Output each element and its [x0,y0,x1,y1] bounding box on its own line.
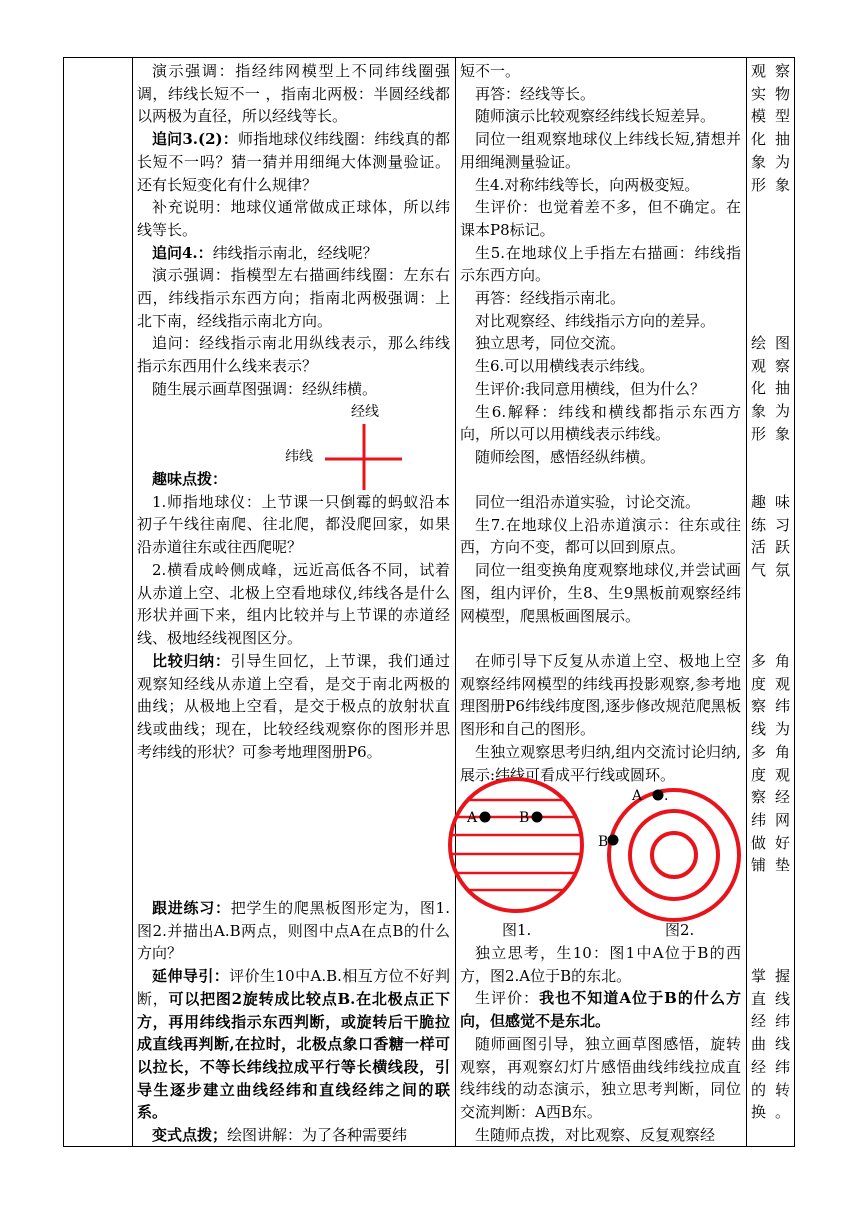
teacher-para-3: 补充说明：地球仪通常做成正球体，所以纬线等长。 [137,198,450,239]
student-para-2: 再答：经线等长。 [475,84,596,103]
teacher-activity-4 [137,897,450,1147]
teacher-para-6: 追问：经线指示南北用纵线表示，那么纬线指示东西用什么线来表示？ [137,334,450,376]
cross-sketch [270,398,470,478]
student-para-4: 同位一组观察地球仪上纬线长短,猜想并用细绳测量验证。 [460,130,741,171]
column-divider-3 [746,57,747,1147]
teacher-para-4: 追问4.：纬线指示南北，经线呢？ [152,243,378,262]
student2-para-3: 同位一组变换角度观察地球仪,并尝试画图，组内评价，生8、生9黑板前观察经纬网模型，爬黑板画图展示。 [460,561,741,625]
figure-2 [598,780,758,940]
teacher2-para-3: 2.横看成岭侧成峰，远近高低各不同，试着从赤道上空、北极上空看地球仪,纬线各是什么形状并画下来，组内比较并与上节课的赤道经线、极地经线视图区分。 [137,560,450,647]
teacher4-para-1: 跟进练习：把学生的爬黑板图形定为，图1.图2.并描出A.B两点，则图中点A在点B的什么方向？ [137,899,450,963]
teacher-para-2: 追问3.(2)：师指地球仪纬线圈：纬线真的都长短不一吗？猜一猜并用细绳大体测量验证。还有长短变化有什么规律？ [137,130,450,194]
student4-para-3: 随师画图引导，独立画草图感悟，旋转观察，再观察幻灯片感悟曲线纬线拉成直线纬线的动态演示，独立思考判断，同位交流判断：A西B东。 [460,1034,741,1121]
fig2-caption: 图2. [665,921,695,939]
student-activity-2 [460,491,741,627]
student3-para-1: 在师引导下反复从赤道上空、极地上空观察经纬网模型的纬线再投影观察,参考地理图册P6纬线纬度图,逐步修改规范爬黑板图形和自己的图形。 [460,652,741,739]
student4-para-4: 生随师点拨，对比观察、反复观察经 [475,1125,716,1144]
fig1-point-b [532,812,543,823]
table-border-top [63,57,795,58]
student-activity-1 [460,60,741,469]
student-para-13: 生6.解释：纬线和横线都指示东西方向，所以可以用横线表示纬线。 [460,402,741,444]
teacher-activity-2 [137,468,450,650]
student-activity-4 [460,942,741,1146]
design-note-4: 多角度观察纬线为多角度观察经纬网做好铺垫 [750,652,799,875]
design-note-5: 掌握直线经纬曲线经纬的转换。 [750,967,799,1122]
design-note-2: 绘图观察化抽象为形象 [750,334,799,443]
student-para-11: 生6.可以用横线表示纬线。 [475,357,655,376]
fig1-point-a [480,812,491,823]
student-para-12: 生评价:我同意用横线，但为什么？ [475,379,706,398]
teacher2-para-1: 趣味点拨： [152,470,228,488]
fig1-label-a: A [467,810,478,826]
table-border-left [63,57,64,1147]
teacher2-para-2: 1.师指地球仪：上节课一只倒霉的蚂蚁沿本初子午线往南爬、往北爬，都没爬回家，如果沿赤道往东或往西爬呢？ [137,492,450,557]
student-para-9: 对比观察经、纬线指示方向的差异。 [475,311,716,330]
figure-1 [441,770,601,930]
student-para-14: 随师绘图，感悟经纵纬横。 [475,447,656,466]
fig2-point-a [653,790,664,801]
student2-para-1: 同位一组沿赤道实验，讨论交流。 [475,493,701,511]
fig2-dot: . [664,788,669,804]
design-note-1: 观察实物模型化抽象为形象 [750,62,799,194]
teacher-activity-3 [137,650,450,764]
student-para-1: 短不一。 [460,62,521,80]
fig2-inner-circle [652,833,696,877]
student3-para-2: 生独立观察思考归纳,组内交流讨论归纳,展示:纬线可看成平行线或圆环。 [460,742,741,784]
student-para-3: 随师演示比较观察经纬线长短差异。 [475,107,716,126]
teacher-para-1: 演示强调：指经纬网模型上不同纬线圈强调，纬线长短不一 ，指南北两极：半圆经线都以两极为直径，所以经线等长。 [137,62,450,126]
fig1-label-b: B [519,810,530,826]
column-divider-1 [132,57,133,1147]
student-activity-3 [460,650,741,786]
teacher4-para-2: 延伸导引：评价生10中A.B.相互方位不好判断，可以把图2旋转成比较点B.在北极点正下方，再用纬线指示东西判断，或旋转后干脆拉成直线再判断,在拉时，北极点象口香糖一样可以拉长，不等长纬线拉成平行等长横线段，引导生逐步建立曲线经纬和直线经纬之间的联系。 [137,967,450,1122]
column-divider-2 [455,57,456,1147]
student-para-8: 再答：经线指示南北。 [475,289,626,308]
teacher3-para-1: 比较归纳：引导生回忆，上节课，我们通过观察知经线从赤道上空看，是交于南北两极的曲线；从极地上空看，是交于极点的放射状直线或曲线；现在，比较经线观察你的图形并思考纬线的形状？可参考地理图册P6。 [137,652,450,761]
student2-para-2: 生7.在地球仪上沿赤道演示：往东或往西，方向不变，都可以回到原点。 [460,515,741,557]
student-para-6: 生评价：也觉着差不多，但不确定。在课本P8标记。 [460,198,741,239]
teacher-para-5: 演示强调：指模型左右描画纬线圈：左东右西，纬线指示东西方向；指南北两极强调：上北下南，经线指示南北方向。 [137,266,450,330]
student-para-10: 独立思考，同位交流。 [475,334,626,353]
design-note-3: 趣味练习活跃气氛 [750,493,799,580]
student4-para-1: 独立思考，生10：图1中A位于B的西方，图2.A位于B的东北。 [460,944,741,985]
teacher4-para-3: 变式点拨；绘图讲解：为了各种需要纬 [152,1126,408,1145]
weixian-label: 纬线 [285,449,313,465]
jingxian-label: 经线 [351,404,379,420]
fig2-middle-circle [630,811,718,899]
teacher-activity-1 [137,60,450,401]
teacher-para-7: 随生展示画草图强调：经纵纬横。 [152,379,378,398]
fig1-caption: 图1. [502,921,532,939]
student-para-5: 生4.对称纬线等长，向两极变短。 [475,175,700,194]
student-para-7: 生5.在地球仪上手指左右描画：纬线指示东西方向。 [460,243,741,285]
fig2-point-b [608,835,619,846]
fig2-label-b: B [598,834,609,850]
fig2-label-a: A [632,788,643,804]
student4-para-2: 生评价：我也不知道A位于B的什么方向，但感觉不是东北。 [460,989,741,1031]
